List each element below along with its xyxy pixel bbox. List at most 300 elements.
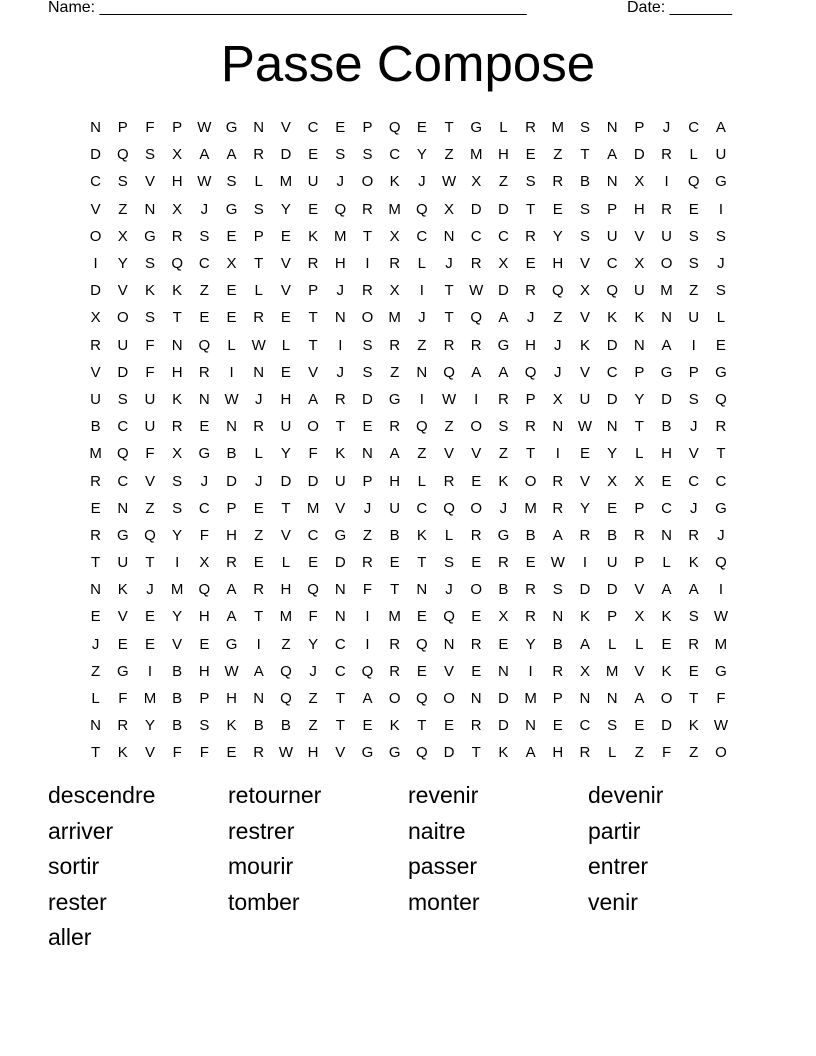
grid-letter: R [552, 472, 564, 490]
grid-letter: R [552, 499, 564, 517]
grid-letter: Y [144, 717, 155, 735]
grid-letter: C [334, 662, 346, 680]
grid-letter: K [416, 526, 427, 544]
grid-letter: R [470, 255, 482, 273]
grid-letter: Q [687, 173, 700, 191]
grid-letter: W [441, 173, 457, 191]
grid-letter: J [689, 418, 698, 436]
grid-letter: X [471, 173, 482, 191]
grid-letter: I [718, 581, 723, 599]
grid-letter: R [389, 635, 401, 653]
grid-letter: E [661, 635, 672, 653]
grid-letter: L [281, 336, 291, 354]
grid-letter: V [90, 363, 101, 381]
grid-letter: D [661, 717, 672, 735]
grid-letter: B [172, 690, 183, 708]
grid-letter: Z [254, 526, 264, 544]
grid-letter: A [389, 445, 400, 463]
grid-letter: N [90, 581, 102, 599]
letter-grid [82, 114, 735, 767]
grid-letter: E [634, 717, 645, 735]
grid-letter: R [470, 526, 482, 544]
grid-letter: E [90, 608, 101, 626]
grid-letter: N [579, 690, 591, 708]
grid-letter: W [713, 717, 728, 735]
grid-letter: I [365, 255, 370, 273]
grid-letter: G [225, 635, 238, 653]
grid-letter: O [660, 255, 673, 273]
grid-letter: D [362, 390, 373, 408]
grid-letter: T [91, 554, 101, 572]
grid-letter: F [145, 363, 155, 381]
grid-letter: I [718, 200, 723, 218]
grid-letter: D [606, 390, 618, 408]
grid-letter: U [280, 418, 292, 436]
grid-letter: M [551, 119, 565, 137]
grid-letter: R [552, 662, 564, 680]
grid-letter: E [362, 717, 373, 735]
grid-letter: B [661, 418, 672, 436]
grid-letter: Q [715, 554, 727, 572]
grid-letter: H [525, 336, 537, 354]
grid-letter: R [389, 418, 401, 436]
page-title: Passe Compose [220, 35, 596, 92]
grid-letter: G [715, 499, 727, 517]
grid-letter: B [226, 445, 237, 463]
grid-letter: R [362, 200, 373, 218]
word-list-item: retourner [228, 782, 322, 808]
grid-letter: P [634, 499, 645, 517]
grid-letter: J [526, 309, 535, 327]
grid-letter: J [554, 363, 562, 381]
grid-letter: A [498, 309, 509, 327]
grid-letter: S [688, 608, 699, 626]
grid-letter: E [715, 336, 726, 354]
grid-letter: E [226, 282, 237, 300]
grid-letter: C [497, 227, 509, 245]
grid-letter: R [362, 282, 373, 300]
grid-letter: E [144, 635, 155, 653]
grid-letter: L [417, 255, 427, 273]
grid-letter: T [444, 282, 454, 300]
grid-letter: N [497, 662, 509, 680]
grid-letter: M [714, 635, 728, 653]
grid-letter: N [144, 200, 156, 218]
grid-letter: U [606, 554, 618, 572]
grid-letter: D [497, 690, 509, 708]
grid-letter: R [470, 336, 482, 354]
grid-letter: N [334, 608, 346, 626]
grid-letter: M [279, 173, 293, 191]
word-list-item: sortir [48, 853, 100, 879]
grid-letter: Q [361, 662, 374, 680]
grid-letter: X [634, 472, 645, 490]
grid-letter: E [253, 554, 264, 572]
grid-letter: R [198, 363, 210, 381]
grid-letter: N [606, 173, 618, 191]
grid-letter: N [552, 418, 564, 436]
grid-letter: T [390, 581, 400, 599]
grid-letter: T [335, 418, 345, 436]
grid-letter: E [607, 499, 618, 517]
grid-letter: X [389, 227, 400, 245]
word-list-item: aller [48, 924, 92, 950]
grid-letter: R [334, 390, 346, 408]
grid-letter: W [251, 336, 266, 354]
grid-letter: P [525, 390, 536, 408]
grid-letter: P [634, 119, 645, 137]
grid-letter: E [416, 119, 427, 137]
grid-letter: D [497, 282, 509, 300]
grid-letter: S [688, 255, 699, 273]
grid-letter: D [307, 472, 319, 490]
grid-letter: D [661, 390, 672, 408]
grid-letter: A [688, 581, 699, 599]
grid-letter: V [308, 363, 319, 381]
grid-letter: R [661, 146, 672, 164]
grid-letter: T [444, 119, 454, 137]
grid-letter: D [497, 717, 509, 735]
word-list-item: restrer [228, 817, 295, 844]
grid-letter: R [307, 255, 319, 273]
grid-letter: G [497, 526, 510, 544]
grid-letter: E [471, 472, 482, 490]
grid-letter: J [336, 282, 345, 300]
grid-letter: V [634, 581, 645, 599]
grid-letter: D [334, 554, 346, 572]
grid-letter: L [281, 554, 291, 572]
grid-letter: L [254, 173, 263, 191]
grid-letter: R [525, 581, 537, 599]
grid-letter: A [199, 146, 210, 164]
word-list [48, 780, 768, 958]
grid-letter: H [552, 744, 564, 762]
grid-letter: H [226, 690, 237, 708]
grid-letter: R [497, 554, 509, 572]
grid-letter: C [117, 472, 129, 490]
grid-letter: A [362, 690, 373, 708]
grid-letter: Y [172, 608, 183, 626]
grid-letter: O [307, 418, 319, 436]
grid-letter: E [226, 744, 237, 762]
grid-letter: T [281, 499, 291, 517]
grid-letter: W [713, 608, 728, 626]
grid-letter: C [307, 119, 319, 137]
grid-letter: T [308, 309, 318, 327]
grid-letter: J [200, 472, 209, 490]
grid-letter: R [90, 526, 102, 544]
grid-letter: D [226, 472, 237, 490]
grid-letter: F [199, 744, 209, 762]
grid-letter: U [633, 282, 645, 300]
grid-letter: R [525, 282, 537, 300]
grid-letter: G [660, 363, 673, 381]
grid-letter: S [172, 472, 183, 490]
grid-letter: C [715, 472, 727, 490]
grid-letter: G [334, 526, 347, 544]
grid-letter: G [497, 336, 510, 354]
grid-letter: Y [634, 390, 645, 408]
grid-letter: J [363, 499, 372, 517]
grid-letter: K [172, 390, 183, 408]
grid-letter: T [634, 418, 644, 436]
grid-letter: E [688, 200, 699, 218]
grid-letter: K [498, 744, 509, 762]
grid-letter: Q [171, 255, 183, 273]
grid-letter: J [445, 581, 453, 599]
grid-letter: S [144, 309, 155, 327]
grid-letter: A [471, 363, 482, 381]
grid-letter: M [605, 662, 619, 680]
grid-letter: Z [390, 363, 400, 381]
grid-letter: M [170, 581, 184, 599]
grid-letter: I [528, 662, 533, 680]
grid-letter: Z [199, 282, 209, 300]
grid-letter: J [254, 472, 263, 490]
grid-letter: T [526, 445, 536, 463]
grid-letter: C [661, 499, 672, 517]
grid-letter: Z [308, 717, 318, 735]
grid-letter: I [691, 336, 696, 354]
grid-letter: L [499, 119, 508, 137]
grid-letter: W [224, 390, 239, 408]
grid-letter: Y [416, 146, 427, 164]
grid-letter: E [199, 309, 210, 327]
grid-letter: Y [525, 635, 536, 653]
grid-letter: G [715, 662, 727, 680]
grid-letter: D [579, 581, 591, 599]
grid-letter: K [308, 227, 319, 245]
grid-letter: V [280, 255, 291, 273]
grid-letter: E [661, 472, 672, 490]
word-list-item: venir [588, 888, 638, 915]
grid-letter: V [688, 445, 699, 463]
grid-letter: Z [145, 499, 155, 517]
grid-letter: T [526, 200, 536, 218]
grid-letter: Z [417, 445, 427, 463]
grid-letter: P [688, 363, 699, 381]
grid-letter: Q [116, 445, 129, 463]
grid-letter: A [607, 146, 618, 164]
grid-letter: Z [281, 635, 291, 653]
grid-letter: E [362, 418, 373, 436]
grid-letter: W [197, 119, 212, 137]
grid-letter: Q [280, 690, 292, 708]
grid-letter: H [307, 744, 319, 762]
grid-letter: C [334, 635, 346, 653]
grid-letter: P [362, 472, 373, 490]
grid-letter: K [688, 554, 699, 572]
grid-letter: N [416, 363, 428, 381]
name-field-label: Name: ________________________________________________ [48, 0, 527, 16]
grid-letter: K [389, 173, 400, 191]
grid-letter: G [116, 526, 129, 544]
grid-letter: R [171, 227, 183, 245]
grid-letter: Y [579, 499, 590, 517]
grid-letter: E [144, 608, 155, 626]
grid-letter: Y [172, 526, 183, 544]
grid-letter: X [389, 282, 400, 300]
grid-letter: M [388, 608, 401, 626]
grid-letter: E [226, 227, 237, 245]
grid-letter: O [388, 690, 401, 708]
grid-letter: T [145, 554, 155, 572]
grid-letter: M [524, 499, 537, 517]
grid-letter: J [717, 526, 725, 544]
grid-letter: L [607, 635, 617, 653]
grid-letter: I [555, 445, 560, 463]
grid-letter: J [418, 309, 426, 327]
grid-letter: L [635, 635, 644, 653]
grid-letter: K [117, 744, 128, 762]
grid-letter: B [552, 635, 563, 653]
grid-letter: C [90, 173, 102, 191]
grid-letter: H [198, 662, 210, 680]
grid-letter: R [226, 554, 237, 572]
grid-letter: V [335, 744, 346, 762]
grid-letter: N [117, 499, 129, 517]
grid-letter: S [253, 200, 264, 218]
grid-letter: K [661, 662, 672, 680]
grid-letter: X [498, 608, 509, 626]
grid-letter: L [254, 282, 263, 300]
grid-letter: I [147, 662, 153, 680]
grid-letter: S [498, 418, 509, 436]
grid-letter: D [90, 146, 102, 164]
grid-letter: N [362, 445, 373, 463]
grid-letter: B [579, 173, 590, 191]
grid-letter: C [198, 499, 210, 517]
grid-letter: A [498, 363, 509, 381]
grid-letter: E [688, 662, 699, 680]
grid-letter: R [253, 309, 265, 327]
grid-letter: H [633, 200, 645, 218]
grid-letter: G [715, 173, 727, 191]
grid-letter: Q [388, 119, 401, 137]
grid-letter: R [389, 336, 401, 354]
grid-letter: H [226, 526, 237, 544]
grid-letter: E [498, 635, 509, 653]
grid-letter: Q [416, 744, 428, 762]
grid-letter: S [715, 227, 726, 245]
grid-letter: D [633, 146, 645, 164]
grid-letter: F [716, 690, 726, 708]
grid-letter: N [661, 526, 672, 544]
grid-letter: C [579, 717, 591, 735]
grid-letter: P [362, 119, 373, 137]
grid-letter: N [198, 390, 210, 408]
grid-letter: D [90, 282, 102, 300]
grid-letter: D [606, 336, 618, 354]
word-list-item: partir [588, 817, 641, 844]
grid-letter: A [308, 390, 319, 408]
word-list-item: revenir [408, 782, 479, 808]
grid-letter: R [688, 526, 700, 544]
grid-letter: Q [334, 200, 347, 218]
grid-letter: N [606, 119, 618, 137]
grid-letter: F [118, 690, 128, 708]
grid-letter: R [525, 119, 537, 137]
grid-letter: S [335, 146, 346, 164]
grid-letter: S [144, 255, 155, 273]
grid-letter: C [307, 526, 319, 544]
grid-letter: Q [524, 363, 537, 381]
grid-letter: L [444, 526, 454, 544]
grid-letter: Z [417, 336, 427, 354]
grid-letter: N [334, 309, 346, 327]
grid-letter: J [499, 499, 508, 517]
grid-letter: T [689, 690, 699, 708]
grid-letter: E [471, 554, 482, 572]
grid-letter: M [660, 282, 673, 300]
grid-letter: Q [416, 690, 428, 708]
grid-letter: P [634, 554, 645, 572]
grid-letter: N [443, 227, 455, 245]
grid-letter: T [471, 744, 481, 762]
grid-letter: P [199, 690, 210, 708]
grid-letter: I [338, 336, 343, 354]
grid-letter: X [199, 554, 210, 572]
grid-letter: S [226, 173, 237, 191]
grid-letter: J [336, 363, 345, 381]
grid-letter: Q [443, 608, 455, 626]
grid-letter: G [388, 390, 401, 408]
grid-letter: L [227, 336, 236, 354]
grid-letter: X [579, 662, 590, 680]
grid-letter: O [470, 499, 483, 517]
grid-letter: U [90, 390, 102, 408]
grid-letter: V [117, 282, 128, 300]
grid-letter: R [253, 744, 265, 762]
grid-letter: G [144, 227, 156, 245]
grid-letter: F [661, 744, 672, 762]
grid-letter: M [388, 309, 401, 327]
grid-letter: Q [551, 282, 564, 300]
grid-letter: H [280, 581, 292, 599]
grid-letter: Q [144, 526, 156, 544]
grid-letter: R [525, 418, 537, 436]
grid-letter: R [443, 472, 455, 490]
grid-letter: O [660, 690, 673, 708]
grid-letter: K [688, 717, 699, 735]
grid-letter: N [606, 418, 618, 436]
grid-letter: V [280, 282, 291, 300]
grid-letter: F [308, 608, 318, 626]
grid-letter: L [417, 472, 427, 490]
grid-letter: Z [91, 662, 101, 680]
grid-letter: F [145, 336, 155, 354]
grid-letter: E [471, 662, 482, 680]
grid-letter: E [335, 119, 346, 137]
grid-letter: K [335, 445, 346, 463]
grid-letter: R [688, 635, 700, 653]
grid-letter: O [470, 418, 483, 436]
grid-letter: R [253, 146, 265, 164]
grid-letter: B [90, 418, 101, 436]
grid-letter: K [172, 282, 183, 300]
grid-letter: S [172, 499, 183, 517]
grid-letter: E [416, 662, 427, 680]
grid-letter: E [199, 635, 210, 653]
grid-letter: F [172, 744, 182, 762]
grid-letter: M [469, 146, 483, 164]
grid-letter: K [579, 336, 590, 354]
grid-letter: A [579, 635, 590, 653]
grid-letter: S [552, 581, 563, 599]
grid-letter: S [117, 173, 128, 191]
grid-letter: J [554, 336, 562, 354]
grid-letter: J [146, 581, 154, 599]
